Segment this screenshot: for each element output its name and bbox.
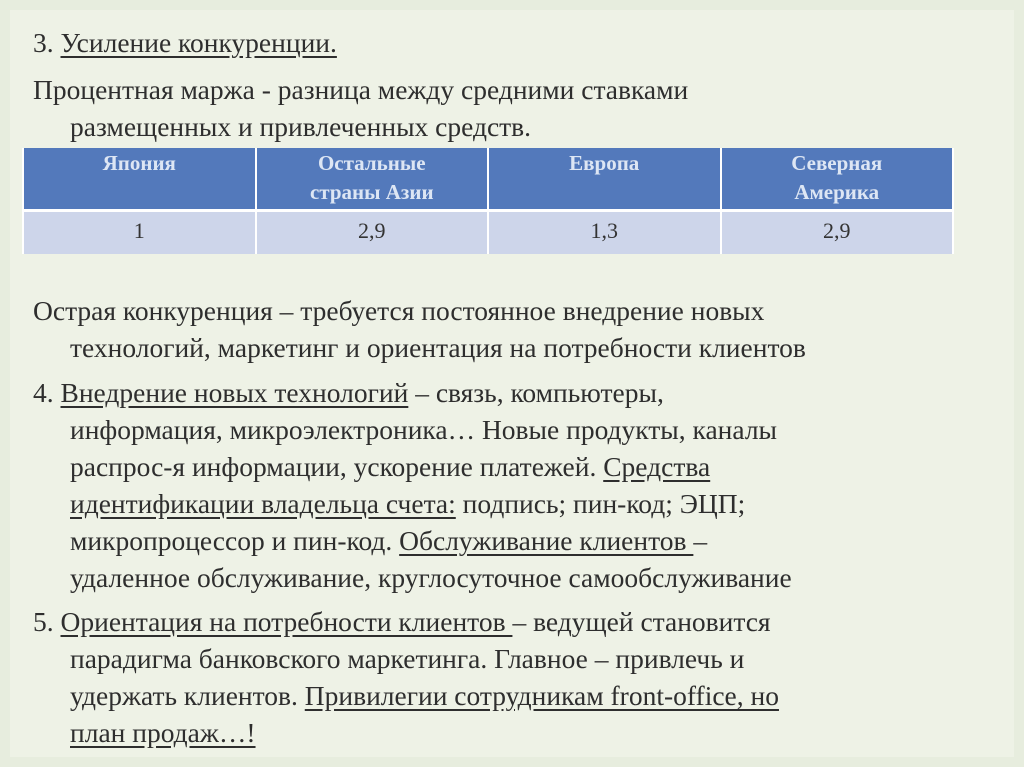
margin-definition bbox=[33, 71, 993, 145]
margin-definition-line-2: размещенных и привлеченных средств. bbox=[70, 111, 532, 142]
header-other-asia bbox=[256, 148, 489, 211]
customer-service-label: Обслуживание клиентов bbox=[399, 525, 694, 556]
section-4-paragraph bbox=[33, 374, 993, 596]
section-4-line-5-dash: – bbox=[693, 525, 708, 556]
identification-means-label-cont: идентификации владельца счета: bbox=[70, 488, 456, 519]
section-4-line-3 bbox=[33, 448, 993, 485]
table-header-row bbox=[23, 148, 953, 211]
section-5-line-4 bbox=[33, 714, 993, 751]
header-north-america-line-1: Северная bbox=[791, 151, 883, 175]
identification-means-label: Средства bbox=[603, 451, 711, 482]
section-5-number: 5. bbox=[33, 606, 54, 637]
cell-north-america: 2,9 bbox=[721, 211, 954, 255]
section-5-line-1-rest: – ведущей становится bbox=[512, 606, 771, 637]
cell-other-asia: 2,9 bbox=[256, 211, 489, 255]
section-3-heading bbox=[33, 24, 993, 61]
header-japan-line-1: Япония bbox=[102, 151, 176, 175]
cell-japan: 1 bbox=[23, 211, 256, 255]
cell-europe: 1,3 bbox=[488, 211, 721, 255]
header-other-asia-line-2: страны Азии bbox=[309, 180, 434, 204]
section-5-line-2: парадигма банковского маркетинга. Главное – привлечь и bbox=[70, 643, 745, 674]
section-4-line-4 bbox=[33, 485, 993, 522]
competition-line-1: Острая конкуренция – требуется постоянное внедрение новых bbox=[33, 295, 765, 326]
front-office-privileges: Привилегии сотрудникам front-office, но bbox=[304, 680, 779, 711]
section-5-paragraph bbox=[33, 603, 993, 751]
header-north-america-line-2: Америка bbox=[794, 180, 880, 204]
section-5-title: Ориентация на потребности клиентов bbox=[60, 606, 513, 637]
section-4-line-3-text: распрос-я информации, ускорение платежей. bbox=[70, 451, 604, 482]
header-europe bbox=[488, 148, 721, 211]
section-4-number: 4. bbox=[33, 377, 54, 408]
section-4-line-6: удаленное обслуживание, круглосуточное самообслуживание bbox=[70, 562, 792, 593]
section-5-line-3 bbox=[33, 677, 993, 714]
competition-paragraph bbox=[33, 292, 993, 366]
section-3-number: 3. bbox=[33, 27, 54, 58]
header-japan bbox=[23, 148, 256, 211]
section-4-line-4-text: подпись; пин-код; ЭЦП; bbox=[455, 488, 746, 519]
section-3-title: Усиление конкуренции. bbox=[60, 27, 337, 58]
section-4-line-2: информация, микроэлектроника… Новые продукты, каналы bbox=[70, 414, 778, 445]
section-4-title: Внедрение новых технологий bbox=[60, 377, 409, 408]
section-5-line-3-text: удержать клиентов. bbox=[70, 680, 305, 711]
interest-margin-table bbox=[22, 148, 954, 254]
section-4-line-5 bbox=[33, 522, 993, 559]
table-row bbox=[23, 211, 953, 255]
competition-line-2: технологий, маркетинг и ориентация на потребности клиентов bbox=[70, 332, 806, 363]
sales-plan-text: план продаж…! bbox=[70, 717, 256, 748]
section-4-line-5-text: микропроцессор и пин-код. bbox=[70, 525, 400, 556]
margin-definition-line-1: Процентная маржа - разница между средними ставками bbox=[33, 74, 689, 105]
header-europe-line-1: Европа bbox=[569, 151, 640, 175]
header-other-asia-line-1: Остальные bbox=[317, 151, 426, 175]
header-north-america bbox=[721, 148, 954, 211]
section-4-line-1-rest: – связь, компьютеры, bbox=[408, 377, 664, 408]
